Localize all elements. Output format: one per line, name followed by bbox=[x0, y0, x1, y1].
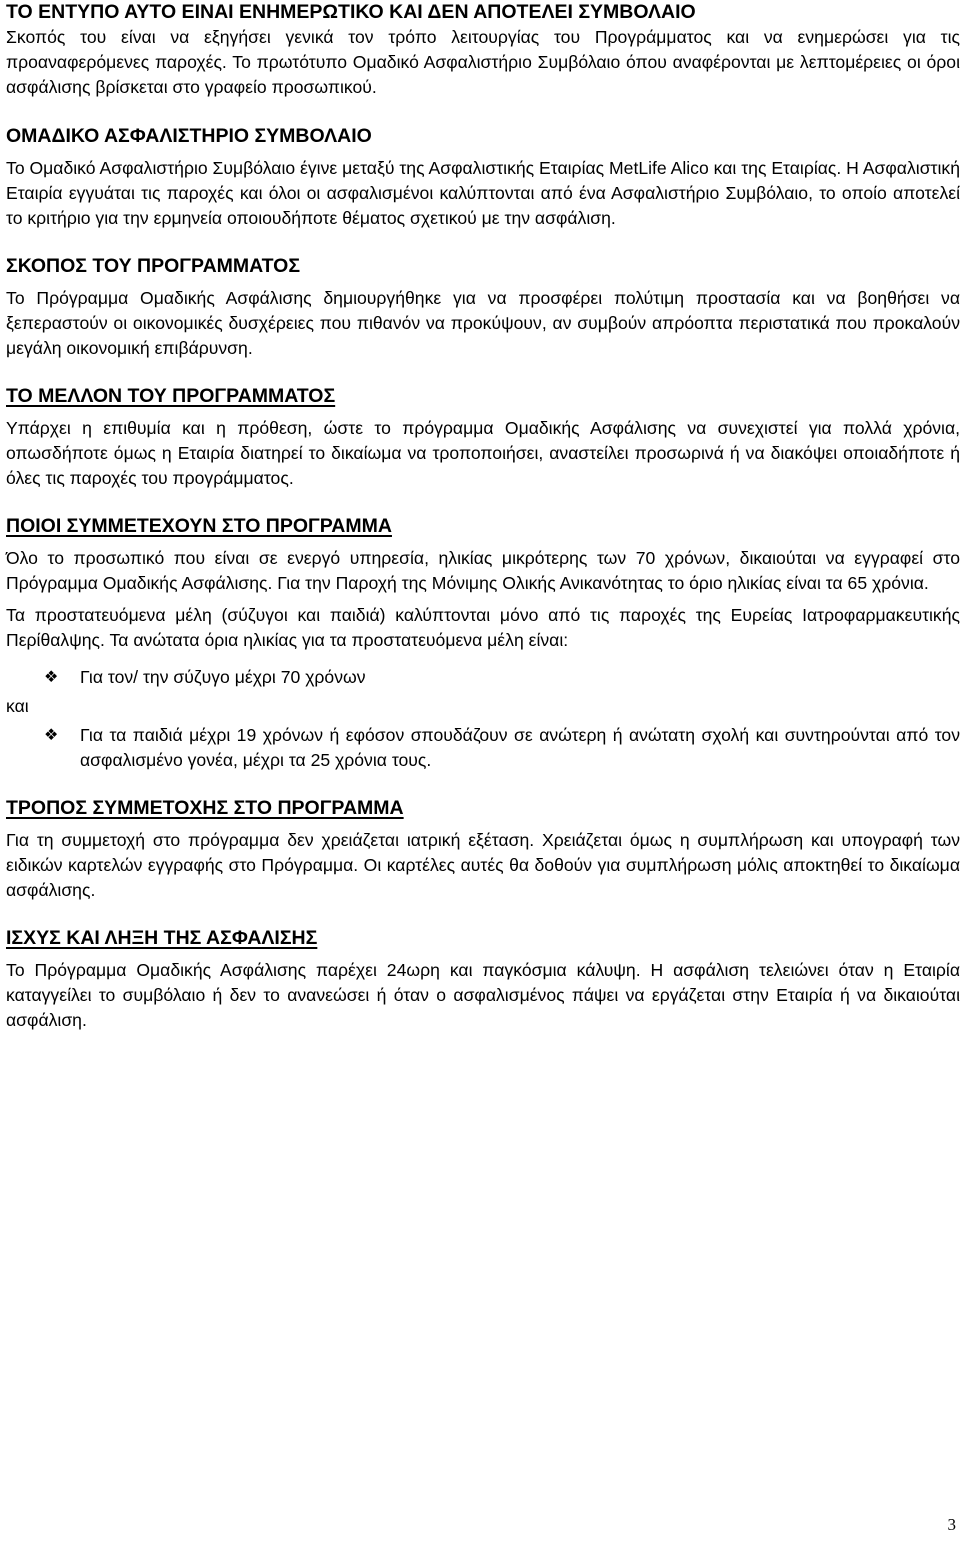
section-future bbox=[6, 383, 960, 491]
list-item bbox=[6, 723, 960, 773]
document-page bbox=[6, 0, 960, 1033]
dependents-list bbox=[6, 665, 960, 773]
section-enrollment bbox=[6, 795, 960, 903]
section-heading-validity: ΙΣΧΥΣ ΚΑΙ ΛΗΞΗ ΤΗΣ ΑΣΦΑΛΙΣΗΣ bbox=[6, 927, 318, 949]
list-item-text: Για τα παιδιά μέχρι 19 χρόνων ή εφόσον σπουδάζουν σε ανώτερη ή ανώτατη σχολή και συντηρούνται από τον ασφαλισμένο γονέα, μέχρι τα 25 χρόνια τους. bbox=[80, 725, 960, 770]
intro-paragraph: Σκοπός του είναι να εξηγήσει γενικά τον τρόπο λειτουργίας του Προγράμματος και να ενημερώσει για τις προαναφερόμενες παροχές. Το πρωτότυπο Ομαδικό Ασφαλιστήριο Συμβόλαιο όπου αναφέρονται με λεπτομέρειες οι όροι ασφάλισης βρίσκεται στο γραφείο προσωπικού. bbox=[6, 27, 960, 97]
diamond-star-icon: ❖ bbox=[44, 669, 59, 686]
section-text-policy: Το Ομαδικό Ασφαλιστήριο Συμβόλαιο έγινε μεταξύ της Ασφαλιστικής Εταιρίας MetLife Alico και της Εταιρίας. Η Ασφαλιστική Εταιρία εγγυάται τις παροχές και όλοι οι ασφαλισμένοι καλύπτονται από ένα Ασφαλιστήριο Συμβόλαιο, το οποίο αποτελεί το κριτήριο για την ερμηνεία οποιουδήποτε θέματος σχετικού με την ασφάλιση. bbox=[6, 158, 960, 228]
section-text-purpose: Το Πρόγραμμα Ομαδικής Ασφάλισης δημιουργήθηκε για να προσφέρει πολύτιμη προστασία και να βοηθήσει να ξεπεραστούν οι οικονομικές δυσχέρειες που πιθανόν να προκύψουν, αν συμβούν απρόοπτα περιστατικά που προκαλούν μεγάλη οικονομική επιβάρυνση. bbox=[6, 288, 960, 358]
section-policy bbox=[6, 123, 960, 231]
section-heading-purpose: ΣΚΟΠΟΣ ΤΟΥ ΠΡΟΓΡΑΜΜΑΤΟΣ bbox=[6, 255, 301, 277]
section-text-future: Υπάρχει η επιθυμία και η πρόθεση, ώστε το πρόγραμμα Ομαδικής Ασφάλισης να συνεχιστεί για πολλά χρόνια, οπωσδήποτε όμως η Εταιρία διατηρεί το δικαίωμα να τροποποιήσει, αναστείλει προσωρινά ή να διακόψει οποιαδήποτε ή όλες τις παροχές του προγράμματος. bbox=[6, 418, 960, 488]
section-heading-participants: ΠΟΙΟΙ ΣΥΜΜΕΤΕΧΟΥΝ ΣΤΟ ΠΡΟΓΡΑΜΜΑ bbox=[6, 515, 392, 537]
document-title: ΤΟ ΕΝΤΥΠΟ ΑΥΤΟ ΕΙΝΑΙ ΕΝΗΜΕΡΩΤΙΚΟ ΚΑΙ ΔΕΝ ΑΠΟΤΕΛΕΙ ΣΥΜΒΟΛΑΙΟ bbox=[6, 1, 696, 23]
list-connector: και bbox=[6, 696, 29, 716]
section-heading-enrollment: ΤΡΟΠΟΣ ΣΥΜΜΕΤΟΧΗΣ ΣΤΟ ΠΡΟΓΡΑΜΜΑ bbox=[6, 797, 404, 819]
section-text-validity: Το Πρόγραμμα Ομαδικής Ασφάλισης παρέχει 24ωρη και παγκόσμια κάλυψη. Η ασφάλιση τελειώνει όταν η Εταιρία καταγγείλει το συμβόλαιο ή δεν το ανανεώσει ή όταν ο ασφαλισμένος πάψει να εργάζεται στην Εταιρία ή να δικαιούται ασφάλιση. bbox=[6, 960, 960, 1030]
page-number: 3 bbox=[947, 1515, 956, 1534]
section-heading-future: ΤΟ ΜΕΛΛΟΝ ΤΟΥ ΠΡΟΓΡΑΜΜΑΤΟΣ bbox=[6, 385, 336, 407]
list-item-text: Για τον/ την σύζυγο μέχρι 70 χρόνων bbox=[80, 667, 366, 687]
section-text-participants-2: Τα προστατευόμενα μέλη (σύζυγοι και παιδιά) καλύπτονται μόνο από τις παροχές της Ευρείας Ιατροφαρμακευτικής Περίθαλψης. Τα ανώτατα όρια ηλικίας για τα προστατευόμενα μέλη είναι: bbox=[6, 605, 960, 650]
section-participants bbox=[6, 513, 960, 773]
section-text-participants-1: Όλο το προσωπικό που είναι σε ενεργό υπηρεσία, ηλικίας μικρότερης των 70 χρόνων, δικαιούται να εγγραφεί στο Πρόγραμμα Ομαδικής Ασφάλισης. Για την Παροχή της Μόνιμης Ολικής Ανικανότητας το όριο ηλικίας είναι τα 65 χρόνια. bbox=[6, 548, 960, 593]
section-purpose bbox=[6, 253, 960, 361]
section-text-enrollment: Για τη συμμετοχή στο πρόγραμμα δεν χρειάζεται ιατρική εξέταση. Χρειάζεται όμως η συμπλήρωση και υπογραφή των ειδικών καρτελών εγγραφής στο Πρόγραμμα. Οι καρτέλες αυτές θα δοθούν για συμπλήρωση μόλις αποκτηθεί το δικαίωμα ασφάλισης. bbox=[6, 830, 960, 900]
list-item bbox=[6, 665, 960, 690]
diamond-star-icon: ❖ bbox=[44, 727, 59, 744]
section-heading-policy: ΟΜΑΔΙΚΟ ΑΣΦΑΛΙΣΤΗΡΙΟ ΣΥΜΒΟΛΑΙΟ bbox=[6, 125, 372, 147]
section-validity bbox=[6, 925, 960, 1033]
